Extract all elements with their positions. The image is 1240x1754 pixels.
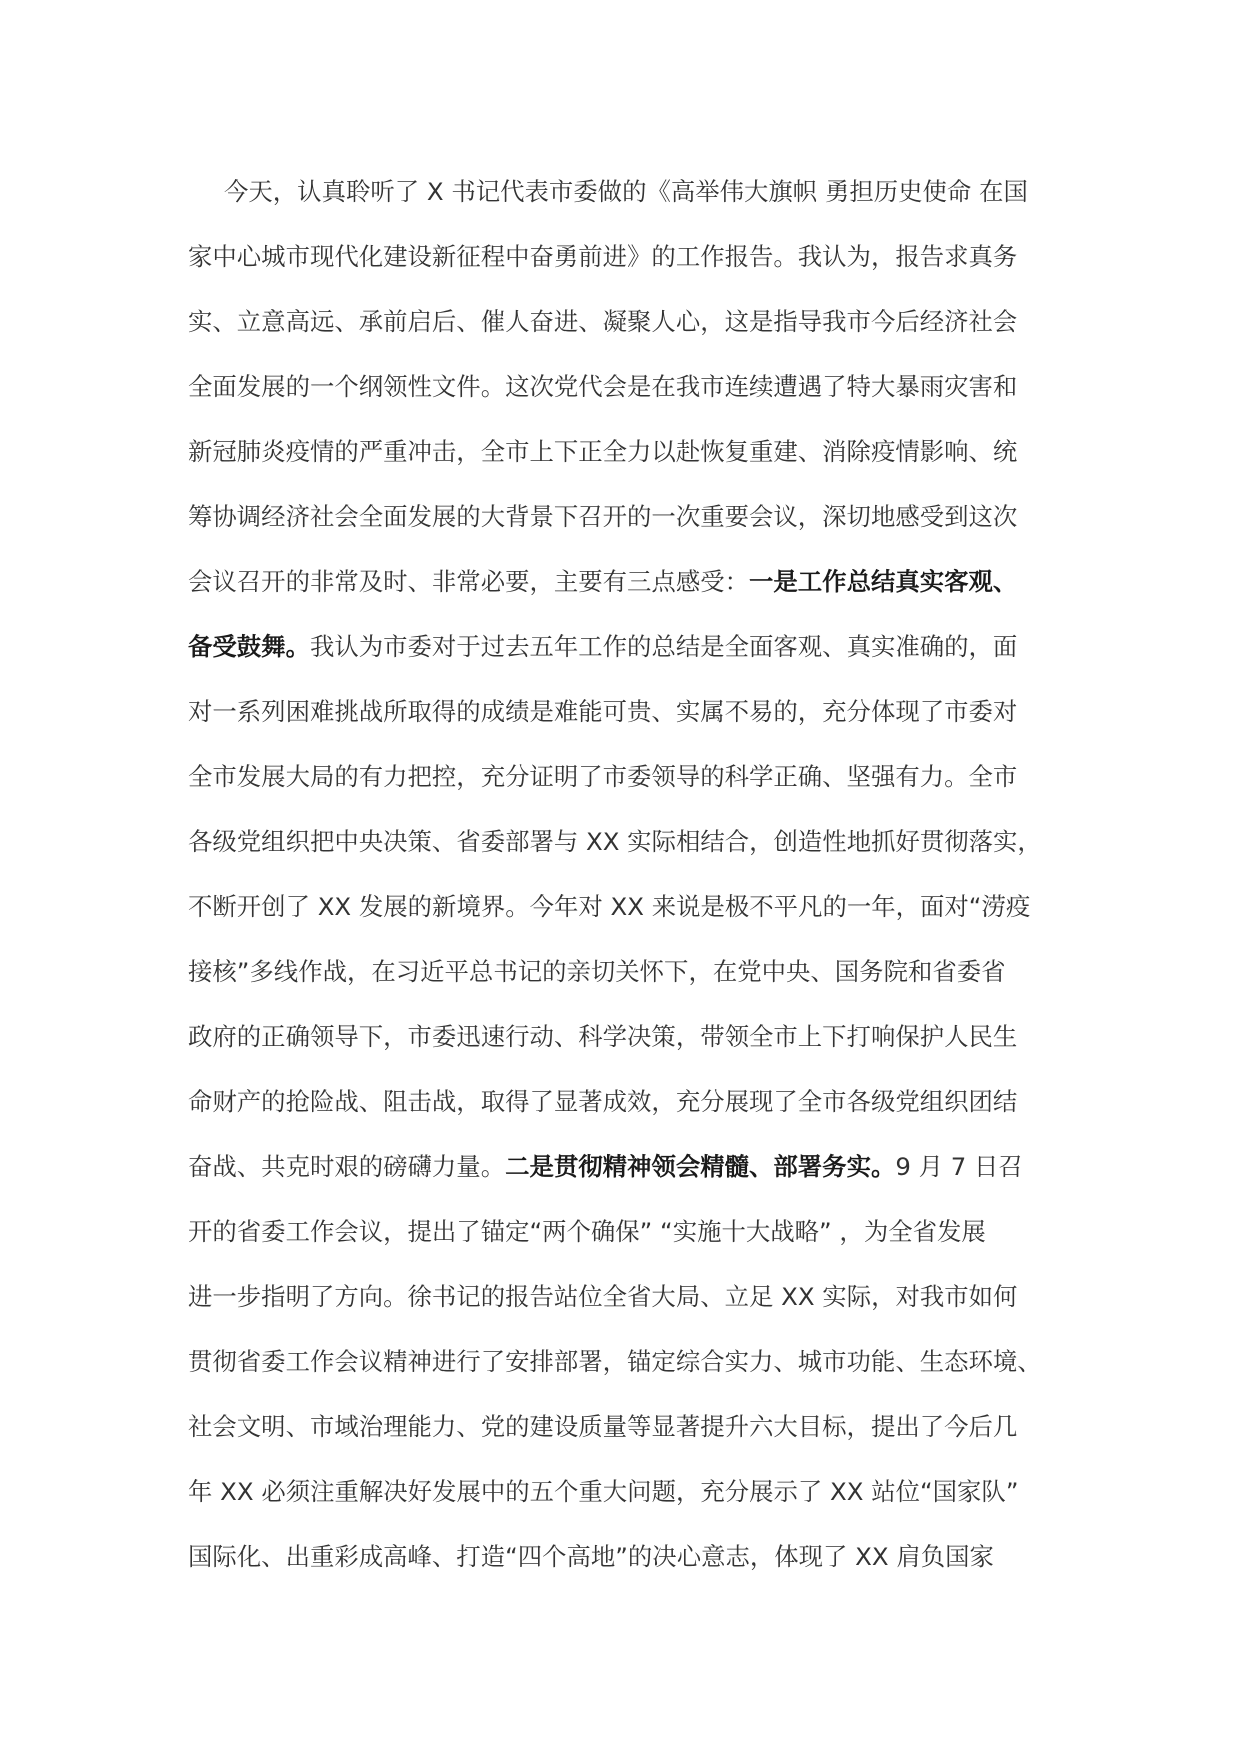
text-line bbox=[188, 1524, 1048, 1589]
text-segment: 全市发展大局的有力把控，充分证明了市委领导的科学正确、坚强有力。全市 bbox=[188, 762, 1018, 791]
text-line bbox=[188, 679, 1048, 744]
text-line bbox=[188, 1069, 1048, 1134]
text-segment: 家中心城市现代化建设新征程中奋勇前进》的工作报告。我认为，报告求真务 bbox=[188, 242, 1018, 271]
text-segment: 全面发展的一个纲领性文件。这次党代会是在我市连续遭遇了特大暴雨灾害和 bbox=[188, 372, 1018, 401]
bold-text-segment: 备受鼓舞。 bbox=[188, 632, 310, 661]
text-line bbox=[188, 874, 1048, 939]
text-segment: 开的省委工作会议，提出了锚定“两个确保” “实施十大战略” ，为全省发展 bbox=[188, 1217, 986, 1246]
text-line bbox=[188, 939, 1048, 1004]
bold-text-segment: 一是工作总结真实客观、 bbox=[749, 567, 1018, 596]
text-segment: 贯彻省委工作会议精神进行了安排部署，锚定综合实力、城市功能、生态环境、 bbox=[188, 1347, 1042, 1376]
text-line bbox=[188, 1004, 1048, 1069]
bold-text-segment: 二是贯彻精神领会精髓、部署务实。 bbox=[505, 1152, 896, 1181]
text-segment: 进一步指明了方向。徐书记的报告站位全省大局、立足 XX 实际，对我市如何 bbox=[188, 1282, 1018, 1311]
text-line bbox=[188, 1199, 1048, 1264]
body-paragraph bbox=[188, 168, 1048, 1589]
text-segment: 我认为市委对于过去五年工作的总结是全面客观、真实准确的，面 bbox=[309, 632, 1018, 661]
text-line bbox=[188, 614, 1048, 679]
text-line bbox=[188, 484, 1048, 549]
text-segment: 对一系列困难挑战所取得的成绩是难能可贵、实属不易的，充分体现了市委对 bbox=[188, 697, 1018, 726]
text-segment: 今天，认真聆听了 X 书记代表市委做的《高举伟大旗帜 勇担历史使命 在国 bbox=[224, 177, 1028, 206]
text-line bbox=[188, 224, 1048, 289]
text-line bbox=[188, 809, 1048, 874]
text-segment: 年 XX 必须注重解决好发展中的五个重大问题，充分展示了 XX 站位“国家队” bbox=[188, 1477, 1019, 1506]
text-segment: 新冠肺炎疫情的严重冲击，全市上下正全力以赴恢复重建、消除疫情影响、统 bbox=[188, 437, 1018, 466]
text-line bbox=[188, 1264, 1048, 1329]
text-line bbox=[188, 1394, 1048, 1459]
text-segment: 接核”多线作战，在习近平总书记的亲切关怀下，在党中央、国务院和省委省 bbox=[188, 957, 1006, 986]
text-line bbox=[188, 289, 1048, 354]
text-line bbox=[188, 354, 1048, 419]
text-segment: 不断开创了 XX 发展的新境界。今年对 XX 来说是极不平凡的一年，面对“涝疫 bbox=[188, 892, 1031, 921]
text-segment: 国际化、出重彩成高峰、打造“四个高地”的决心意志，体现了 XX 肩负国家 bbox=[188, 1542, 994, 1571]
text-line bbox=[188, 1459, 1048, 1524]
text-segment: 筹协调经济社会全面发展的大背景下召开的一次重要会议，深切地感受到这次 bbox=[188, 502, 1018, 531]
text-line bbox=[188, 549, 1048, 614]
text-line bbox=[188, 1329, 1048, 1394]
text-line bbox=[188, 159, 1048, 224]
text-segment: 会议召开的非常及时、非常必要，主要有三点感受： bbox=[188, 567, 749, 596]
text-segment: 社会文明、市域治理能力、党的建设质量等显著提升六大目标，提出了今后几 bbox=[188, 1412, 1018, 1441]
text-segment: 奋战、共克时艰的磅礴力量。 bbox=[188, 1152, 506, 1181]
text-segment: 政府的正确领导下，市委迅速行动、科学决策，带领全市上下打响保护人民生 bbox=[188, 1022, 1018, 1051]
text-segment: 命财产的抢险战、阻击战，取得了显著成效，充分展现了全市各级党组织团结 bbox=[188, 1087, 1018, 1116]
text-line bbox=[188, 1134, 1048, 1199]
text-line bbox=[188, 744, 1048, 809]
text-segment: 9 月 7 日召 bbox=[895, 1152, 1023, 1181]
text-segment: 实、立意高远、承前启后、催人奋进、凝聚人心，这是指导我市今后经济社会 bbox=[188, 307, 1018, 336]
text-line bbox=[188, 419, 1048, 484]
text-segment: 各级党组织把中央决策、省委部署与 XX 实际相结合，创造性地抓好贯彻落实， bbox=[188, 827, 1042, 856]
